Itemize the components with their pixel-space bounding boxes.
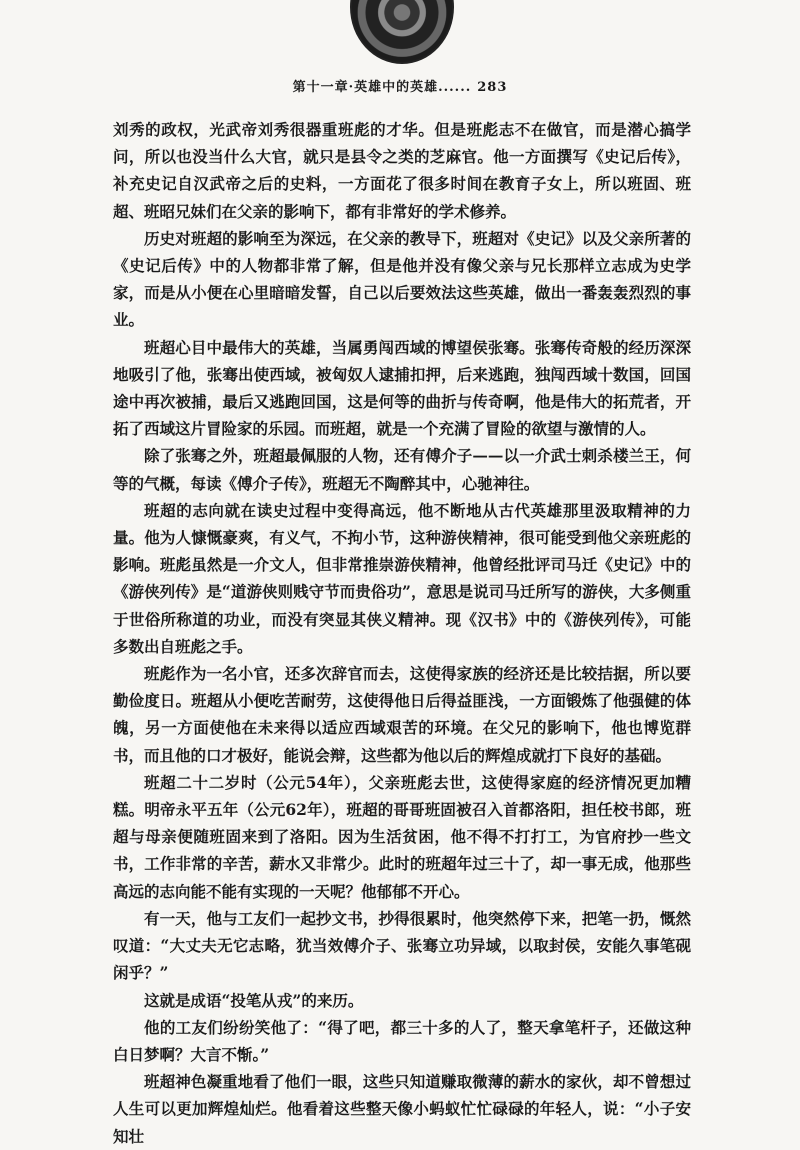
paragraph: 他的工友们纷纷笑他了：“得了吧，都三十多的人了，整天拿笔杆子，还做这种白日梦啊？大言不惭。” [113, 1017, 691, 1064]
header-ornament [338, 0, 462, 66]
running-header [0, 76, 800, 95]
paragraph: 班彪作为一名小官，还多次辞官而去，这使得家族的经济还是比较拮据，所以要勤俭度日。班超从小便吃苦耐劳，这使得他日后得益匪浅，一方面锻炼了他强健的体魄，另一方面使他在未来得以适应西域艰苦的环境。在父兄的影响下，他也博览群书，而且他的口才极好，能说会辩，这些都为他以后的辉煌成就打下良好的基础。 [113, 664, 691, 765]
paragraph: 班超神色凝重地看了他们一眼，这些只知道赚取微薄的薪水的家伙，却不曾想过人生可以更加辉煌灿烂。他看着这些整天像小蚂蚁忙忙碌碌的年轻人，说：“小子安知壮 [113, 1072, 691, 1146]
page-number: 283 [477, 80, 508, 95]
paragraph: 这就是成语“投笔从戎”的来历。 [144, 990, 364, 1010]
page-body [113, 116, 691, 1150]
bronze-mirror-icon [350, 0, 454, 64]
paragraph: 班超心目中最伟大的英雄，当属勇闯西域的博望侯张骞。张骞传奇般的经历深深地吸引了他，张骞出使西域，被匈奴人逮捕扣押，后来逃跑，独闯西域十数国，回国途中再次被捕，最后又逃跑回国，这是何等的曲折与传奇啊，他是伟大的拓荒者，开拓了西域这片冒险家的乐园。而班超，就是一个充满了冒险的欲望与激情的人。 [113, 337, 691, 439]
paragraph: 班超的志向就在读史过程中变得高远，他不断地从古代英雄那里汲取精神的力量。他为人慷慨豪爽，有义气，不拘小节，这种游侠精神，很可能受到他父亲班彪的影响。班彪虽然是一介文人，但非常推崇游侠精神，他曾经批评司马迁《史记》中的《游侠列传》是“道游侠则贱守节而贵俗功”，意思是说司马迁所写的游侠，大多侧重于世俗所称道的功业，而没有突显其侠义精神。现《汉书》中的《游侠列传》，可能多数出自班彪之手。 [113, 500, 691, 656]
paragraph: 班超二十二岁时（公元54年），父亲班彪去世，这使得家庭的经济情况更加糟糕。明帝永平五年（公元62年），班超的哥哥班固被召入首都洛阳，担任校书郎，班超与母亲便随班固来到了洛阳。因为生活贫困，他不得不打打工，为官府抄一些文书，工作非常的辛苦，薪水又非常少。此时的班超年过三十了，却一事无成，他那些高远的志向能不能有实现的一天呢？他郁郁不开心。 [113, 772, 691, 901]
paragraph: 刘秀的政权，光武帝刘秀很器重班彪的才华。但是班彪志不在做官，而是潜心搞学问，所以也没当什么大官，就只是县令之类的芝麻官。他一方面撰写《史记后传》，补充史记自汉武帝之后的史料，一方面花了很多时间在教育子女上，所以班固、班超、班昭兄妹们在父亲的影响下，都有非常好的学术修养。 [113, 120, 691, 221]
chapter-title: 第十一章·英雄中的英雄...... [292, 80, 472, 95]
paragraph: 除了张骞之外，班超最佩服的人物，还有傅介子——以一介武士刺杀楼兰王，何等的气概，每读《傅介子传》，班超无不陶醉其中，心驰神往。 [113, 446, 691, 493]
paragraph: 历史对班超的影响至为深远，在父亲的教导下，班超对《史记》以及父亲所著的《史记后传》中的人物都非常了解，但是他并没有像父亲与兄长那样立志成为史学家，而是从小便在心里暗暗发誓，自己以后要效法这些英雄，做出一番轰轰烈烈的事业。 [113, 228, 691, 330]
paragraph: 有一天，他与工友们一起抄文书，抄得很累时，他突然停下来，把笔一扔，慨然叹道：“大丈夫无它志略，犹当效傅介子、张骞立功异域，以取封侯，安能久事笔砚闲乎？” [113, 908, 691, 983]
